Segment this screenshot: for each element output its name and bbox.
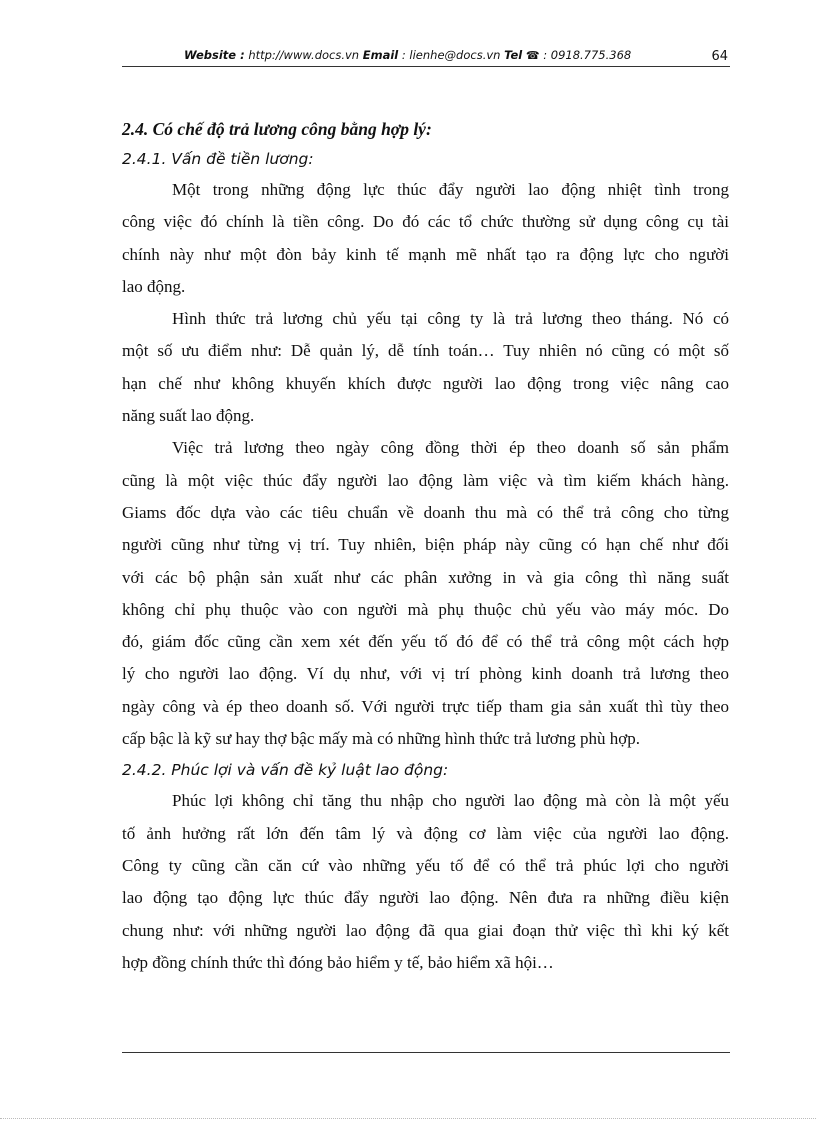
text-line: đó, giám đốc cũng cần xem xét đến yếu tố đó để có thể trả công một cách hợp (122, 632, 729, 652)
text-line: ngày công và ép theo doanh số. Với người trực tiếp tham gia sản xuất thì tùy theo (122, 696, 729, 716)
website-url[interactable]: http://www.docs.vn (244, 48, 363, 62)
footer-divider (122, 1052, 730, 1053)
document-body (122, 114, 729, 979)
text-line: Giams đốc dựa vào các tiêu chuẩn về doanh thu mà có thể trả công cho từng (122, 502, 729, 522)
paragraph (122, 785, 729, 979)
email-label: Email (362, 48, 399, 62)
subsection-heading-welfare: 2.4.2. Phúc lợi và vấn đề kỷ luật lao động: (122, 761, 449, 780)
text-line: Công ty cũng cần căn cứ vào những yếu tố để có thể trả phúc lợi cho người (122, 855, 729, 875)
text-line: với các bộ phận sản xuất như các phân xưởng in và gia công thì năng suất (122, 567, 729, 587)
website-label: Website : (184, 48, 245, 62)
text-line: cũng là một việc thúc đẩy người lao động làm việc và tìm kiếm khách hàng. (122, 470, 729, 490)
text-line: Một trong những động lực thúc đẩy người lao động nhiệt tình trong (172, 180, 729, 199)
tel-value: : 0918.775.368 (539, 48, 632, 62)
page-bottom-edge (0, 1118, 816, 1119)
text-line: Việc trả lương theo ngày công đồng thời ép theo doanh số sản phẩm (172, 438, 729, 458)
header-contact (184, 48, 631, 62)
section-heading: 2.4. Có chế độ trả lương công bằng hợp lý: (122, 119, 432, 139)
text-line: hạn chế như không khuyến khích được người lao động trong việc nâng cao (122, 373, 729, 393)
tel-label: Tel (504, 48, 523, 62)
page-number: 64 (711, 49, 728, 64)
paragraph (122, 303, 729, 432)
subsection-heading-wages: 2.4.1. Vấn đề tiền lương: (122, 150, 314, 168)
text-line: chính này như một đòn bảy kinh tế mạnh mẽ nhất tạo ra động lực cho người (122, 244, 729, 264)
page-header (122, 48, 730, 66)
text-line: tố ảnh hưởng rất lớn đến tâm lý và động cơ làm việc của người lao động. (122, 823, 729, 843)
text-line: lao động tạo động lực thúc đẩy người lao động. Nên đưa ra những điều kiện (122, 888, 729, 908)
header-divider (122, 66, 730, 67)
phone-icon: ☎ (525, 49, 540, 62)
text-line: lý cho người lao động. Ví dụ như, với vị trí phòng kinh doanh trả lương theo (122, 664, 729, 684)
text-line: không chỉ phụ thuộc vào con người mà phụ thuộc chủ yếu vào máy móc. Do (122, 599, 729, 619)
email-value[interactable]: : lienhe@docs.vn (398, 48, 505, 62)
text-line: người cũng như từng vị trí. Tuy nhiên, biện pháp này cũng có hạn chế như đối (122, 535, 729, 555)
text-line: lao động. (122, 276, 186, 296)
text-line: cấp bậc là kỹ sư hay thợ bậc mấy mà có những hình thức trả lương phù hợp. (122, 729, 640, 749)
paragraph (122, 174, 729, 303)
text-line: Hình thức trả lương chủ yếu tại công ty là trả lương theo tháng. Nó có (172, 309, 729, 329)
text-line: công việc đó chính là tiền công. Do đó các tổ chức thường sử dụng công cụ tài (122, 212, 729, 232)
text-line: năng suất lao động. (122, 406, 255, 426)
text-line: một số ưu điểm như: Dễ quản lý, dễ tính toán… Tuy nhiên nó cũng có một số (122, 341, 729, 361)
text-line: Phúc lợi không chỉ tăng thu nhập cho người lao động mà còn là một yếu (172, 791, 729, 811)
text-line: chung như: với những người lao động đã qua giai đoạn thử việc thì khi ký kết (122, 920, 729, 940)
paragraph (122, 432, 729, 755)
text-line: hợp đồng chính thức thì đóng bảo hiểm y tế, bảo hiểm xã hội… (122, 952, 554, 972)
